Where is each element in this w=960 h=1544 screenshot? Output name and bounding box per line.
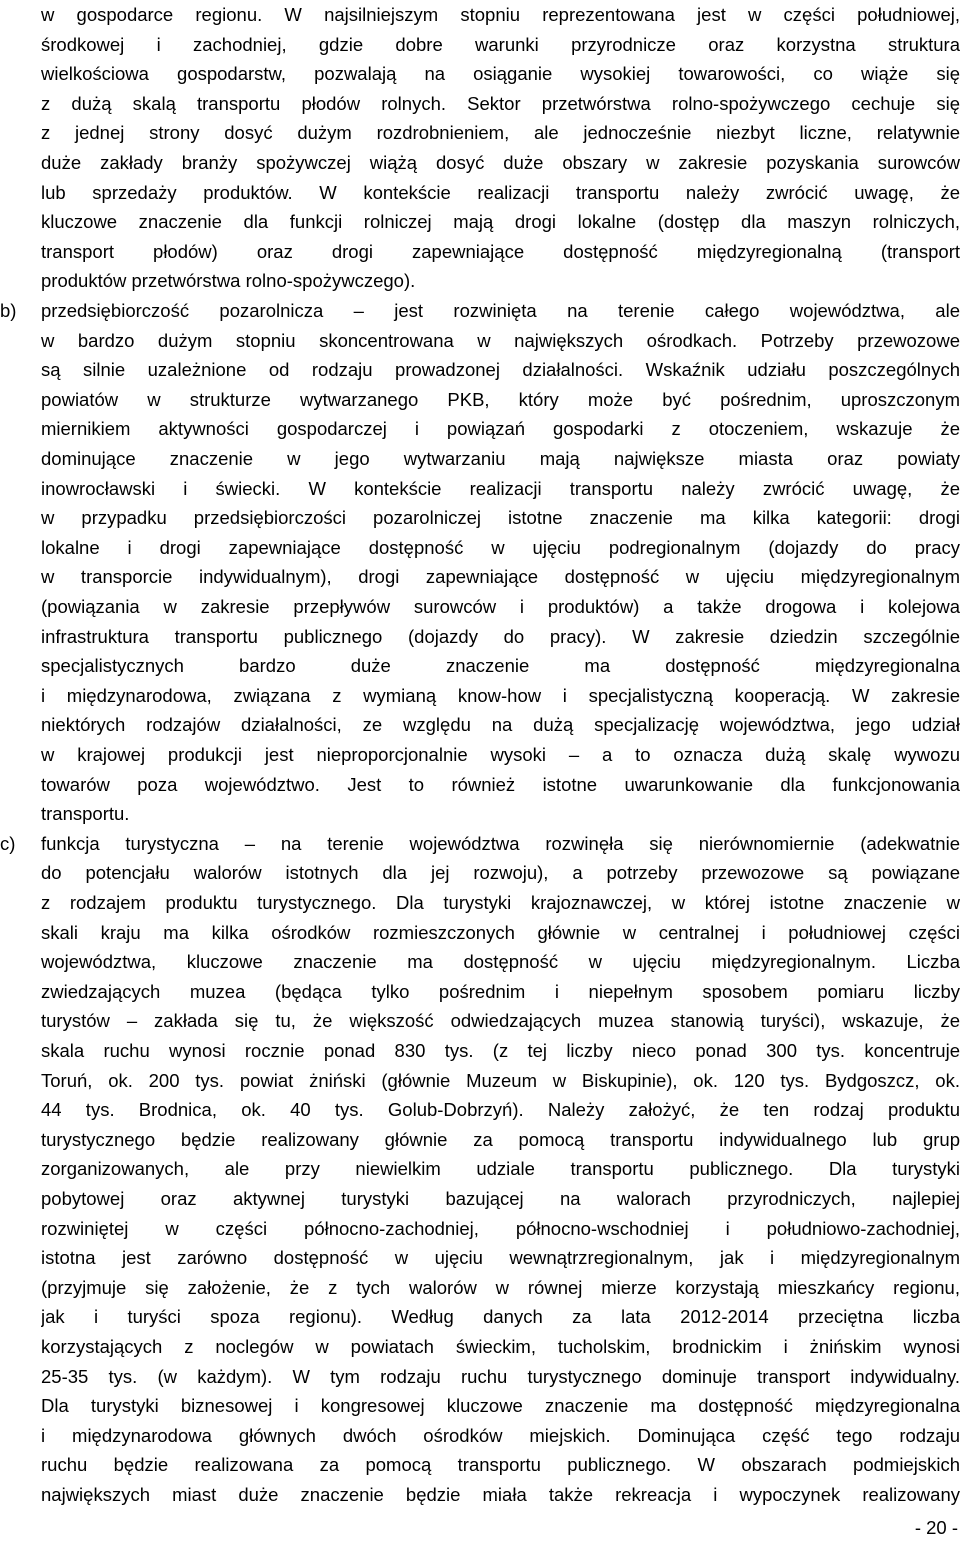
text-line: kluczowe znaczenie dla funkcji rolniczej mają drogi lokalne (dostęp dla maszyn rolniczych,: [41, 211, 960, 233]
text-line: pobytowej oraz aktywnej turystyki bazującej na walorach przyrodniczych, najlepiej: [41, 1188, 960, 1209]
text-line: ruchu będzie realizowana za pomocą transportu publicznego. W obszarach podmiejskich: [41, 1454, 960, 1476]
text-line: lub sprzedaży produktów. W kontekście realizacji transportu należy zwrócić uwagę, że: [41, 181, 960, 203]
text-line: 44 tys. Brodnica, ok. 40 tys. Golub-Dobrzyń). Należy założyć, że ten rodzaj produktu: [41, 1099, 960, 1121]
text-line: zwiedzających muzea (będąca tylko pośrednim i niepełnym sposobem pomiaru liczby: [41, 980, 960, 1002]
text-line: duże zakłady branży spożywczej wiążą dosyć duże obszary w zakresie pozyskania surowców: [41, 152, 960, 173]
text-line: transportu.: [41, 803, 130, 825]
text-line: w bardzo dużym stopniu skoncentrowana w największych ośrodkach. Potrzeby przewozowe: [41, 329, 960, 351]
text-line: 25-35 tys. (w każdym). W tym rodzaju ruchu turystycznego dominuje transport indywidualny.: [41, 1365, 960, 1387]
text-line: w transporcie indywidualnym), drogi zapewniające dostępność w ujęciu międzyregionalnym: [41, 566, 960, 588]
text-line: transport płodów) oraz drogi zapewniające dostępność międzyregionalną (transport: [41, 240, 960, 262]
text-line: powiatów w strukturze wytwarzanego PKB, który może być pośrednim, uproszczonym: [41, 388, 960, 410]
text-line: funkcja turystyczna – na terenie województwa rozwinęła się nierównomiernie (adekwatnie: [41, 832, 960, 854]
text-line: z rodzajem produktu turystycznego. Dla turystyki krajoznawczej, w której istotne znaczenie w: [41, 892, 960, 913]
text-line: i międzynarodowa, związana z wymianą know-how i specjalistyczną kooperacją. W zakresie: [41, 684, 960, 706]
text-line: jak i turyści spoza regionu). Według danych za lata 2012-2014 przeciętna liczba: [41, 1306, 960, 1328]
text-line: towarów poza województwo. Jest to również istotne uwarunkowanie dla funkcjonowania: [41, 773, 960, 795]
text-line: są silnie uzależnione od rodzaju prowadzonej działalności. Wskaźnik udziału poszczególnych: [41, 359, 960, 381]
text-line: z dużą skalą transportu płodów rolnych. Sektor przetwórstwa rolno-spożywczego cechuje się: [41, 92, 960, 114]
page-number: - 20 -: [914, 1517, 958, 1538]
text-line: w gospodarce regionu. W najsilniejszym stopniu reprezentowana jest w części południowej,: [41, 4, 960, 25]
text-line: przedsiębiorczość pozarolnicza – jest rozwinięta na terenie całego województwa, ale: [41, 300, 960, 321]
text-line: i międzynarodowa głównych dwóch ośrodków miejskich. Dominująca część tego rodzaju: [41, 1424, 960, 1446]
text-line: (powiązania w zakresie przepływów surowców i produktów) a także drogowa i kolejowa: [41, 596, 960, 617]
text-line: inowrocławski i świecki. W kontekście realizacji transportu należy zwrócić uwagę, że: [41, 477, 960, 499]
text-line: w przypadku przedsiębiorczości pozarolniczej istotne znaczenie ma kilka kategorii: drogi: [41, 507, 960, 529]
text-line: województwa, kluczowe znaczenie ma dostępność w ujęciu międzyregionalnym. Liczba: [41, 951, 960, 973]
text-line: z jednej strony dosyć dużym rozdrobnieniem, ale jednocześnie niezbyt liczne, relatywnie: [41, 122, 960, 144]
text-line: największych miast duże znaczenie będzie miała także rekreacja i wypoczynek realizowany: [41, 1484, 960, 1505]
text-line: specjalistycznych bardzo duże znaczenie ma dostępność międzyregionalna: [41, 655, 960, 677]
text-line: dominujące znaczenie w jego wytwarzaniu mają największe miasta oraz powiaty: [41, 448, 960, 469]
text-line: skali kraju ma kilka ośrodków rozmieszczonych głównie w centralnej i południowej części: [41, 921, 960, 943]
text-line: Toruń, ok. 200 tys. powiat żniński (głównie Muzeum w Biskupinie), ok. 120 tys. Bydgoszcz, ok.: [41, 1069, 960, 1091]
text-line: do potencjału walorów istotnych dla jej rozwoju), a potrzeby przewozowe są powiązane: [41, 862, 960, 884]
text-line: niektórych rodzajów działalności, ze względu na dużą specjalizację województwa, jego udział: [41, 714, 960, 736]
text-line: korzystających z noclegów w powiatach świeckim, tucholskim, brodnickim i żnińskim wynosi: [41, 1336, 960, 1357]
list-marker: c): [0, 832, 16, 854]
text-line: w krajowej produkcji jest nieproporcjonalnie wysoki – a to oznacza dużą skalę wywozu: [41, 744, 960, 765]
text-line: (przyjmuje się założenie, że z tych walorów w równej mierze korzystają mieszkańcy regionu,: [41, 1276, 960, 1298]
text-line: środkowej i zachodniej, gdzie dobre warunki przyrodnicze oraz korzystna struktura: [41, 33, 960, 55]
text-line: istotna jest zarówno dostępność w ujęciu wewnątrzregionalnym, jak i międzyregionalnym: [41, 1247, 960, 1269]
text-line: turystycznego będzie realizowany głównie za pomocą transportu indywidualnego lub grup: [41, 1128, 960, 1150]
text-line: turystów – zakłada się tu, że większość odwiedzających muzea stanowią turyści), wskazuje, że: [41, 1010, 960, 1032]
text-line: produktów przetwórstwa rolno-spożywczego).: [41, 270, 416, 292]
text-line: lokalne i drogi zapewniające dostępność w ujęciu podregionalnym (dojazdy do pracy: [41, 536, 960, 558]
text-line: skala ruchu wynosi rocznie ponad 830 tys. (z tej liczby nieco ponad 300 tys. koncentruje: [41, 1040, 960, 1061]
text-line: infrastruktura transportu publicznego (dojazdy do pracy). W zakresie dziedzin szczególnie: [41, 625, 960, 647]
text-line: miernikiem aktywności gospodarczej i powiązań gospodarki z otoczeniem, wskazuje że: [41, 418, 960, 440]
text-line: wielkościowa gospodarstw, pozwalają na osiąganie wysokiej towarowości, co wiąże się: [41, 63, 960, 85]
text-line: zorganizowanych, ale przy niewielkim udziale transportu publicznego. Dla turystyki: [41, 1158, 960, 1180]
text-line: rozwiniętej w części północno-zachodniej, północno-wschodniej i południowo-zachodniej,: [41, 1217, 960, 1239]
text-line: Dla turystyki biznesowej i kongresowej kluczowe znaczenie ma dostępność międzyregionalna: [41, 1395, 960, 1417]
list-marker: b): [0, 300, 17, 321]
